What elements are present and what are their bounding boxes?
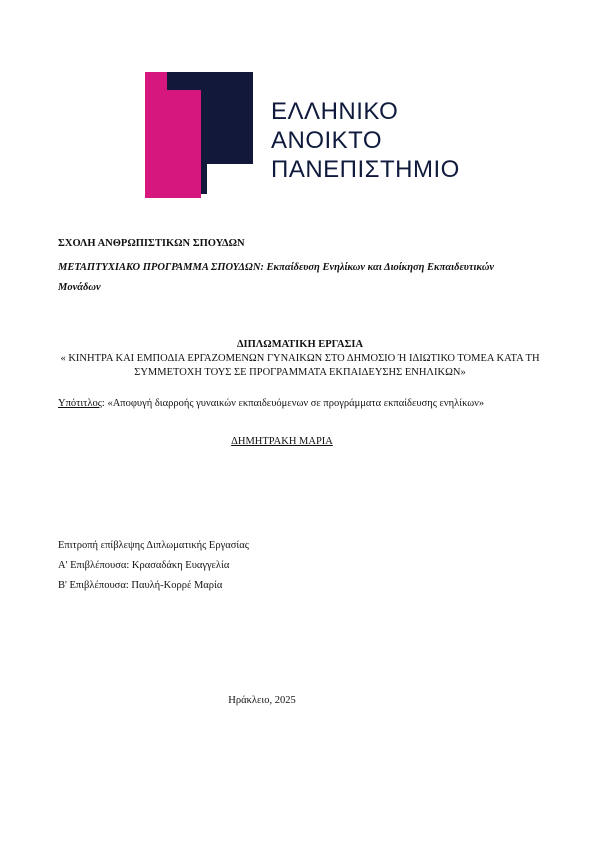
subtitle-label: Υπότιτλος: [58, 398, 102, 409]
thesis-label: ΔΙΠΛΩΜΑΤΙΚΗ ΕΡΓΑΣΙΑ: [236, 339, 364, 350]
subtitle-text: : «Αποφυγή διαρροής γυναικών εκπαιδευόμενων σε προγράμματα εκπαίδευσης ενηλίκων»: [101, 398, 485, 409]
school-name: ΣΧΟΛΗ ΑΝΘΡΩΠΙΣΤΙΚΩΝ ΣΠΟΥΔΩΝ: [58, 238, 245, 249]
logo-line-1: ΕΛΛΗΝΙΚΟ: [271, 98, 399, 125]
logo-pink-inner: [171, 98, 201, 144]
place-date: Ηράκλειο, 2025: [228, 695, 296, 706]
thesis-title: « ΚΙΝΗΤΡΑ ΚΑΙ ΕΜΠΟΔΙΑ ΕΡΓΑΖΟΜΕΝΩΝ ΓΥΝΑΙΚΩΝ ΣΤΟ ΔΗΜΟΣΙΟ Ή ΙΔΙΩΤΙΚΟ ΤΟΜΕΑ ΚΑΤΑ ΤΗ ΣΥΜΜΕΤΟΧΗ ΤΟΥΣ ΣΕ ΠΡΟΓΡΑΜΜΑΤΑ ΕΚΠΑΙΔΕΥΣΗΣ ΕΝΗΛΙΚΩΝ»: [60, 353, 540, 378]
supervision-committee: [58, 536, 249, 596]
logo-wordmark: [271, 97, 460, 184]
supervisor-a: Α' Επιβλέπουσα: Κρασαδάκη Ευαγγελία: [58, 560, 230, 571]
supervisor-b: Β' Επιβλέπουσα: Παυλή-Κορρέ Μαρία: [58, 580, 223, 591]
author-name: ΔΗΜΗΤΡΑΚΗ ΜΑΡΙΑ: [231, 436, 333, 447]
logo-line-2: ΑΝΟΙΚΤΟ: [271, 127, 383, 154]
thesis-subtitle: [58, 397, 544, 411]
program-name: ΜΕΤΑΠΤΥΧΙΑΚΟ ΠΡΟΓΡΑΜΜΑ ΣΠΟΥΔΩΝ: Εκπαίδευση Ενηλίκων και Διοίκηση Εκπαιδευτικών Μονάδων: [58, 262, 495, 293]
logo-line-3: ΠΑΝΕΠΙΣΤΗΜΙΟ: [271, 156, 460, 183]
committee-heading: Επιτροπή επίβλεψης Διπλωματικής Εργασίας: [58, 540, 249, 551]
